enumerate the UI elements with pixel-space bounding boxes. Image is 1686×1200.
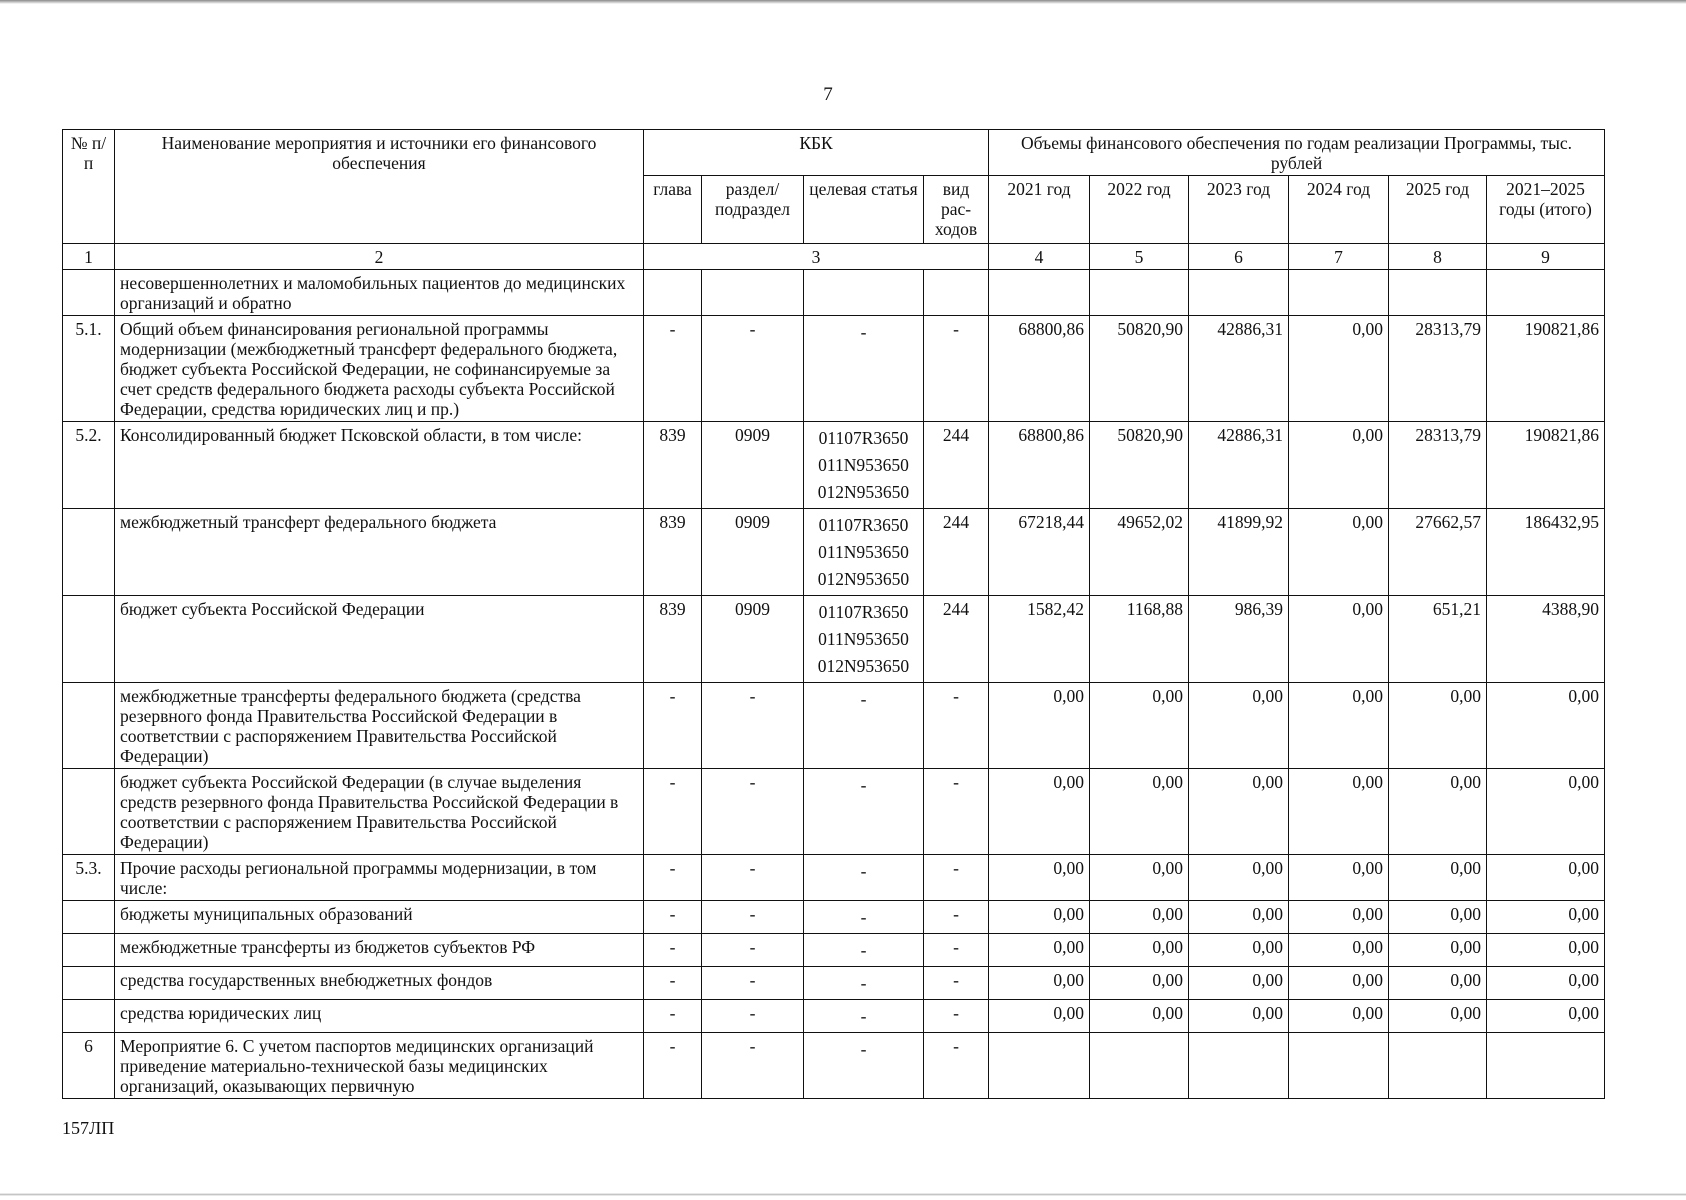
- celevaya-code: 011N953650: [818, 629, 909, 649]
- row-value-2021: 0,00: [989, 901, 1090, 934]
- celevaya-code: 012N953650: [817, 569, 910, 589]
- column-number-row: [63, 244, 1605, 270]
- column-number-9: 9: [1487, 244, 1605, 270]
- page-number: 7: [823, 84, 833, 105]
- header-num: № п/п: [63, 130, 115, 244]
- row-glava: -: [644, 901, 702, 934]
- column-number-2: 2: [115, 244, 644, 270]
- table-row: [63, 855, 1605, 901]
- row-value-2022: [1090, 270, 1189, 316]
- row-value-total: 0,00: [1487, 967, 1605, 1000]
- row-glava: -: [644, 855, 702, 901]
- row-number: [63, 769, 115, 855]
- row-number: [63, 967, 115, 1000]
- row-value-2024: 0,00: [1289, 422, 1389, 509]
- column-number-4: 4: [989, 244, 1090, 270]
- celevaya-code: -: [860, 322, 867, 342]
- row-vid: 244: [924, 422, 989, 509]
- row-number: 5.3.: [63, 855, 115, 901]
- celevaya-code: -: [860, 1039, 867, 1059]
- row-value-2024: 0,00: [1289, 316, 1389, 422]
- row-number: [63, 270, 115, 316]
- row-celevaya: [804, 509, 924, 596]
- row-value-2024: 0,00: [1289, 855, 1389, 901]
- celevaya-code: -: [860, 907, 867, 927]
- row-razdel: [702, 270, 804, 316]
- row-value-2022: 1168,88: [1090, 596, 1189, 683]
- row-value-2021: 0,00: [989, 1000, 1090, 1033]
- row-value-2022: 50820,90: [1090, 422, 1189, 509]
- row-razdel: -: [702, 683, 804, 769]
- celevaya-code: 012N953650: [817, 482, 910, 502]
- row-razdel: -: [702, 934, 804, 967]
- row-celevaya: [804, 769, 924, 855]
- table-row: [63, 967, 1605, 1000]
- row-vid: -: [924, 1033, 989, 1099]
- row-name: Консолидированный бюджет Псковской области, в том числе:: [115, 422, 644, 509]
- row-value-2025: 28313,79: [1389, 316, 1487, 422]
- row-vid: -: [924, 855, 989, 901]
- row-value-total: 0,00: [1487, 683, 1605, 769]
- row-vid: -: [924, 934, 989, 967]
- row-value-2025: 651,21: [1389, 596, 1487, 683]
- row-name: Прочие расходы региональной программы модернизации, в том числе:: [115, 855, 644, 901]
- row-value-2022: 50820,90: [1090, 316, 1189, 422]
- row-value-2023: 42886,31: [1189, 316, 1289, 422]
- row-vid: [924, 270, 989, 316]
- row-value-2021: 0,00: [989, 934, 1090, 967]
- row-value-2025: 0,00: [1389, 855, 1487, 901]
- row-value-2021: 0,00: [989, 967, 1090, 1000]
- row-value-2021: 67218,44: [989, 509, 1090, 596]
- row-number: [63, 683, 115, 769]
- row-value-2022: 49652,02: [1090, 509, 1189, 596]
- row-value-total: 0,00: [1487, 855, 1605, 901]
- row-razdel: -: [702, 1033, 804, 1099]
- row-razdel: 0909: [702, 422, 804, 509]
- row-glava: -: [644, 1033, 702, 1099]
- row-value-2023: 0,00: [1189, 855, 1289, 901]
- row-value-2025: 0,00: [1389, 683, 1487, 769]
- row-value-2023: 41899,92: [1189, 509, 1289, 596]
- row-value-2024: 0,00: [1289, 967, 1389, 1000]
- row-value-2024: 0,00: [1289, 596, 1389, 683]
- row-value-2023: [1189, 270, 1289, 316]
- row-vid: -: [924, 683, 989, 769]
- row-name: бюджет субъекта Российской Федерации (в случае выделения средств резервного фонда Правительства Российской Федерации в соответствии с распоряжением Правительства Российской Федерации): [115, 769, 644, 855]
- row-value-2024: 0,00: [1289, 769, 1389, 855]
- celevaya-code: -: [860, 1006, 867, 1026]
- row-razdel: -: [702, 901, 804, 934]
- row-number: 5.2.: [63, 422, 115, 509]
- row-name: средства юридических лиц: [115, 1000, 644, 1033]
- celevaya-code: -: [860, 689, 867, 709]
- row-glava: 839: [644, 596, 702, 683]
- table-row: [63, 1000, 1605, 1033]
- row-celevaya: [804, 934, 924, 967]
- row-value-2024: 0,00: [1289, 509, 1389, 596]
- row-vid: 244: [924, 596, 989, 683]
- row-value-2023: 0,00: [1189, 901, 1289, 934]
- table-row: [63, 901, 1605, 934]
- row-razdel: 0909: [702, 509, 804, 596]
- row-glava: 839: [644, 509, 702, 596]
- row-vid: 244: [924, 509, 989, 596]
- row-value-2023: 986,39: [1189, 596, 1289, 683]
- row-celevaya: [804, 270, 924, 316]
- row-value-2021: 68800,86: [989, 422, 1090, 509]
- row-value-2025: 0,00: [1389, 934, 1487, 967]
- row-celevaya: [804, 967, 924, 1000]
- scan-edge-bottom: [0, 1193, 1686, 1196]
- column-number-6: 6: [1189, 244, 1289, 270]
- row-glava: -: [644, 683, 702, 769]
- row-value-2024: 0,00: [1289, 901, 1389, 934]
- row-value-total: 4388,90: [1487, 596, 1605, 683]
- table-row: [63, 769, 1605, 855]
- header-glava: глава: [644, 176, 702, 244]
- row-name: межбюджетные трансферты из бюджетов субъектов РФ: [115, 934, 644, 967]
- row-glava: -: [644, 967, 702, 1000]
- row-glava: -: [644, 934, 702, 967]
- row-razdel: 0909: [702, 596, 804, 683]
- row-celevaya: [804, 596, 924, 683]
- row-value-2024: 0,00: [1289, 1000, 1389, 1033]
- row-name: бюджет субъекта Российской Федерации: [115, 596, 644, 683]
- row-value-total: 0,00: [1487, 901, 1605, 934]
- table-row: [63, 316, 1605, 422]
- row-glava: [644, 270, 702, 316]
- row-value-2022: 0,00: [1090, 769, 1189, 855]
- header-year-2024: 2024 год: [1289, 176, 1389, 244]
- row-value-2025: 0,00: [1389, 769, 1487, 855]
- row-value-2023: [1189, 1033, 1289, 1099]
- celevaya-code: -: [860, 775, 867, 795]
- row-value-2024: 0,00: [1289, 683, 1389, 769]
- header-volumes: Объемы финансового обеспечения по годам реализации Программы, тыс. рублей: [989, 130, 1605, 176]
- row-name: средства государственных внебюджетных фондов: [115, 967, 644, 1000]
- row-number: [63, 934, 115, 967]
- row-value-2021: 0,00: [989, 855, 1090, 901]
- row-number: [63, 596, 115, 683]
- row-celevaya: [804, 1033, 924, 1099]
- row-value-2023: 0,00: [1189, 769, 1289, 855]
- header-razdel: раздел/ подраздел: [702, 176, 804, 244]
- row-vid: -: [924, 901, 989, 934]
- celevaya-code: 01107R3650: [818, 428, 909, 448]
- row-glava: 839: [644, 422, 702, 509]
- table-row: [63, 270, 1605, 316]
- row-value-total: 190821,86: [1487, 422, 1605, 509]
- row-value-2022: 0,00: [1090, 683, 1189, 769]
- row-value-2022: 0,00: [1090, 967, 1189, 1000]
- row-value-2023: 0,00: [1189, 1000, 1289, 1033]
- header-row-top: [63, 130, 1605, 176]
- celevaya-code: 011N953650: [818, 542, 909, 562]
- table-row: [63, 509, 1605, 596]
- row-celevaya: [804, 422, 924, 509]
- row-number: 6: [63, 1033, 115, 1099]
- document-code: 157ЛП: [62, 1118, 115, 1138]
- row-value-2025: 0,00: [1389, 1000, 1487, 1033]
- row-value-2021: 0,00: [989, 683, 1090, 769]
- row-value-2025: [1389, 270, 1487, 316]
- row-name: межбюджетный трансферт федерального бюджета: [115, 509, 644, 596]
- row-razdel: -: [702, 1000, 804, 1033]
- row-value-2025: 28313,79: [1389, 422, 1487, 509]
- table-row: [63, 934, 1605, 967]
- row-value-total: 186432,95: [1487, 509, 1605, 596]
- table-body: [63, 270, 1605, 1099]
- row-value-2021: 0,00: [989, 769, 1090, 855]
- financing-table: [62, 129, 1605, 1099]
- table-row: [63, 596, 1605, 683]
- row-value-total: 0,00: [1487, 1000, 1605, 1033]
- row-value-2023: 0,00: [1189, 967, 1289, 1000]
- row-name: несовершеннолетних и маломобильных пациентов до медицинских организаций и обратно: [115, 270, 644, 316]
- row-celevaya: [804, 683, 924, 769]
- celevaya-code: 011N953650: [818, 455, 909, 475]
- celevaya-code: -: [860, 973, 867, 993]
- column-number-3: 3: [644, 244, 989, 270]
- header-year-2023: 2023 год: [1189, 176, 1289, 244]
- row-name: бюджеты муниципальных образований: [115, 901, 644, 934]
- row-value-2025: 0,00: [1389, 901, 1487, 934]
- row-vid: -: [924, 769, 989, 855]
- row-celevaya: [804, 316, 924, 422]
- row-value-2021: [989, 1033, 1090, 1099]
- row-vid: -: [924, 316, 989, 422]
- header-year-2022: 2022 год: [1090, 176, 1189, 244]
- table-row: [63, 422, 1605, 509]
- row-number: 5.1.: [63, 316, 115, 422]
- row-value-2023: 42886,31: [1189, 422, 1289, 509]
- row-value-2024: [1289, 270, 1389, 316]
- row-value-2021: [989, 270, 1090, 316]
- row-value-2022: 0,00: [1090, 1000, 1189, 1033]
- row-value-2023: 0,00: [1189, 934, 1289, 967]
- row-razdel: -: [702, 769, 804, 855]
- column-number-7: 7: [1289, 244, 1389, 270]
- row-value-2025: 0,00: [1389, 967, 1487, 1000]
- header-celevaya: целевая статья: [804, 176, 924, 244]
- row-value-2024: 0,00: [1289, 934, 1389, 967]
- celevaya-code: 01107R3650: [818, 602, 909, 622]
- row-value-2025: [1389, 1033, 1487, 1099]
- row-value-2022: 0,00: [1090, 934, 1189, 967]
- row-name: межбюджетные трансферты федерального бюджета (средства резервного фонда Правительства Российской Федерации в соответствии с распоряжением Правительства Российской Федерации): [115, 683, 644, 769]
- header-year-2021: 2021 год: [989, 176, 1090, 244]
- row-name: Мероприятие 6. С учетом паспортов медицинских организаций приведение материально-технической базы медицинских организаций, оказывающих первичную: [115, 1033, 644, 1099]
- row-value-total: [1487, 270, 1605, 316]
- row-value-total: 0,00: [1487, 769, 1605, 855]
- row-glava: -: [644, 1000, 702, 1033]
- column-number-1: 1: [63, 244, 115, 270]
- header-total: 2021–2025 годы (итого): [1487, 176, 1605, 244]
- header-kbk: КБК: [644, 130, 989, 176]
- column-number-5: 5: [1090, 244, 1189, 270]
- column-number-8: 8: [1389, 244, 1487, 270]
- row-number: [63, 509, 115, 596]
- row-celevaya: [804, 855, 924, 901]
- header-year-2025: 2025 год: [1389, 176, 1487, 244]
- celevaya-code: -: [860, 861, 867, 881]
- celevaya-code: 012N953650: [817, 656, 910, 676]
- table-header: [63, 130, 1605, 270]
- row-value-total: [1487, 1033, 1605, 1099]
- row-value-2025: 27662,57: [1389, 509, 1487, 596]
- row-vid: -: [924, 967, 989, 1000]
- row-celevaya: [804, 901, 924, 934]
- row-razdel: -: [702, 967, 804, 1000]
- table-row: [63, 683, 1605, 769]
- row-name: Общий объем финансирования региональной программы модернизации (межбюджетный трансферт федерального бюджета, бюджет субъекта Российской Федерации, не софинансируемые за счет средств федерального бюджета расходы субъекта Российской Федерации, средства юридических лиц и пр.): [115, 316, 644, 422]
- row-number: [63, 901, 115, 934]
- row-vid: -: [924, 1000, 989, 1033]
- row-razdel: -: [702, 855, 804, 901]
- table-row: [63, 1033, 1605, 1099]
- row-value-2024: [1289, 1033, 1389, 1099]
- celevaya-code: 01107R3650: [818, 515, 909, 535]
- row-value-total: 0,00: [1487, 934, 1605, 967]
- row-value-2021: 68800,86: [989, 316, 1090, 422]
- row-value-2022: [1090, 1033, 1189, 1099]
- celevaya-code: -: [860, 940, 867, 960]
- header-name: Наименование мероприятия и источники его финансового обеспечения: [115, 130, 644, 244]
- header-vid: вид рас- ходов: [924, 176, 989, 244]
- scan-edge-top: [0, 0, 1686, 4]
- row-value-2022: 0,00: [1090, 901, 1189, 934]
- row-glava: -: [644, 316, 702, 422]
- row-number: [63, 1000, 115, 1033]
- row-value-2023: 0,00: [1189, 683, 1289, 769]
- row-celevaya: [804, 1000, 924, 1033]
- row-value-total: 190821,86: [1487, 316, 1605, 422]
- row-razdel: -: [702, 316, 804, 422]
- row-value-2022: 0,00: [1090, 855, 1189, 901]
- row-value-2021: 1582,42: [989, 596, 1090, 683]
- row-glava: -: [644, 769, 702, 855]
